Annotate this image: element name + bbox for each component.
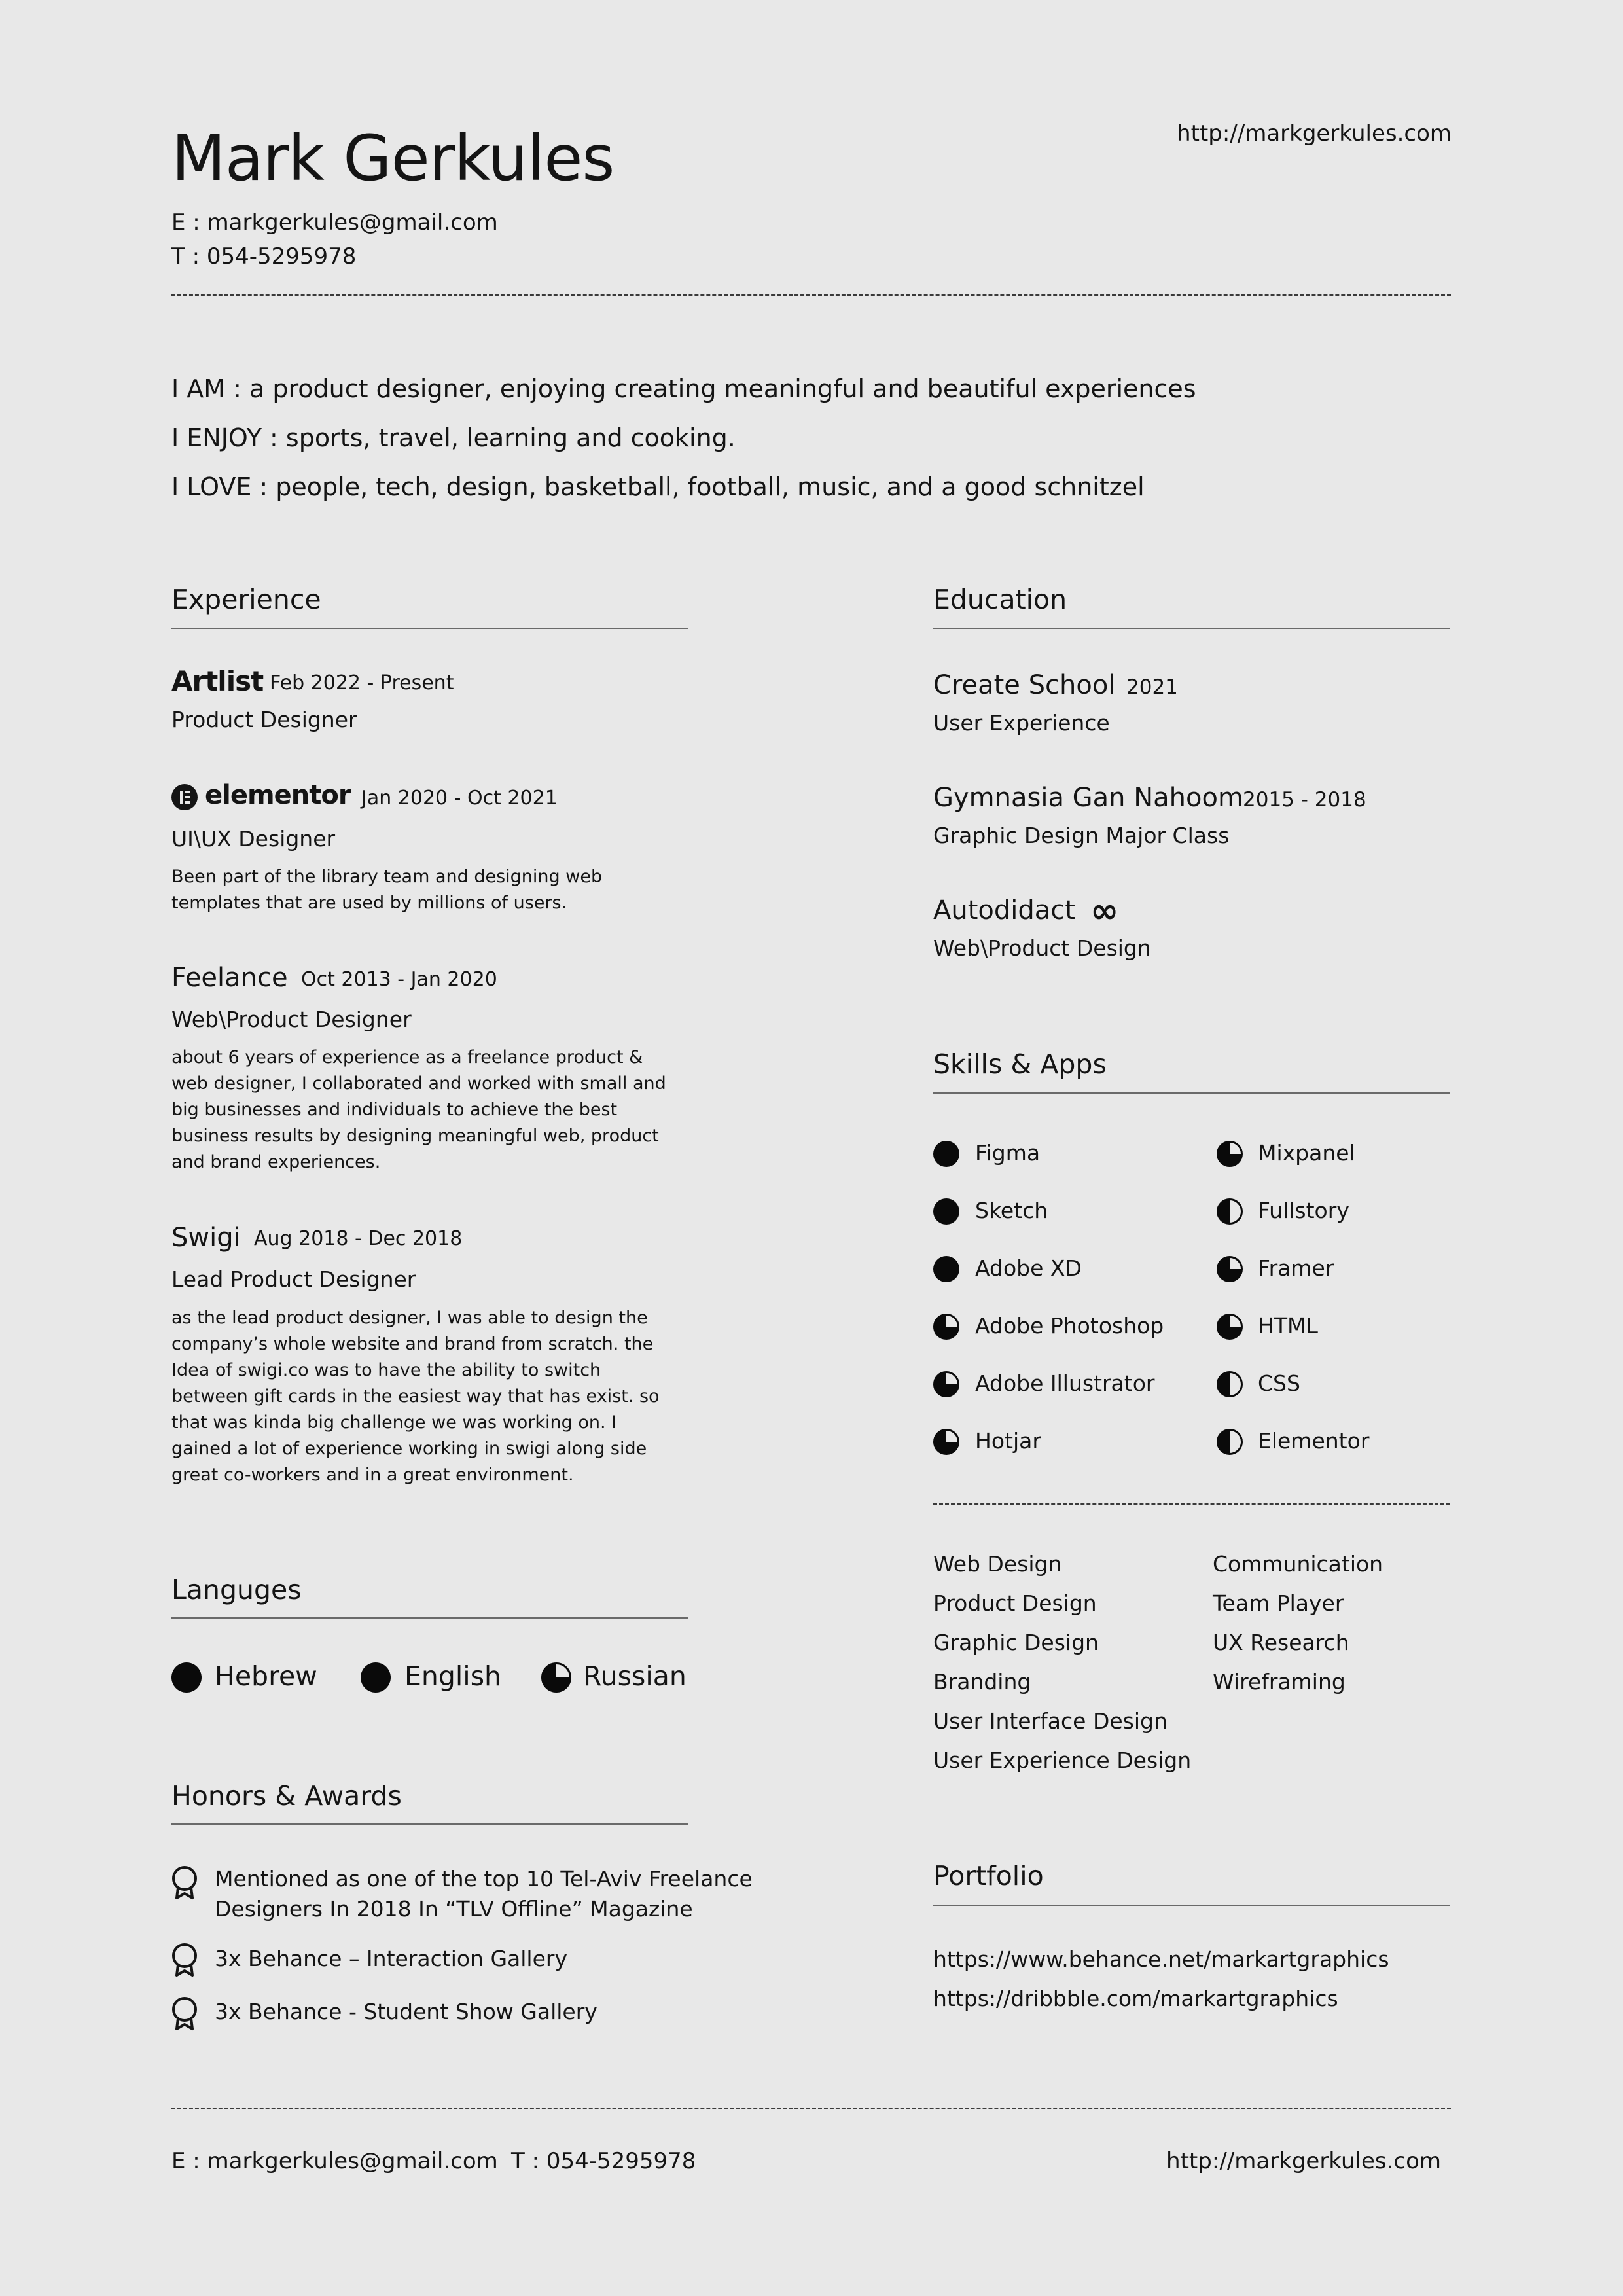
job-company: Swigi [171,1223,241,1253]
job-company: Feelance [171,963,288,993]
languages-title: Languges [171,1574,302,1605]
job-dates: Oct 2013 - Jan 2020 [301,968,497,991]
job-description: Been part of the library team and designing web templates that are used by millions of users. [171,867,603,913]
skill-level-partial-icon [1217,1256,1243,1282]
skill-level-full-icon [933,1141,959,1167]
skill-name: Adobe XD [975,1255,1082,1281]
skill-level-half-icon [1217,1198,1243,1225]
language-level-full-icon [171,1662,202,1693]
edu-school: Autodidact [933,895,1075,925]
language-level-partial-icon [541,1662,571,1693]
resume-name: Mark Gerkules [171,122,615,195]
job-role: Product Designer [171,707,357,732]
elementor-logo: elementor [205,780,351,810]
skill-name: Figma [975,1140,1041,1166]
awards-title: Honors & Awards [171,1780,402,1812]
edu-detail: Graphic Design Major Class [933,823,1230,848]
education-rule [933,628,1450,629]
skill-name: Sketch [975,1198,1048,1223]
intro-i-am: I AM : a product designer, enjoying creating meaningful and beautiful experiences [171,374,1196,403]
skill-tag: Communication [1213,1551,1383,1577]
job-dates: Feb 2022 - Present [270,672,454,694]
skill-name: CSS [1258,1371,1300,1396]
award-text: 3x Behance – Interaction Gallery [215,1946,567,1971]
skill-level-half-icon [1217,1371,1243,1397]
skill-name: Fullstory [1258,1198,1349,1223]
portfolio-rule [933,1905,1450,1906]
skill-level-partial-icon [933,1314,959,1340]
portfolio-link-dribbble[interactable]: https://dribbble.com/markartgraphics [933,1986,1338,2011]
job-dates: Aug 2018 - Dec 2018 [254,1227,463,1250]
language-level-full-icon [361,1662,391,1693]
skill-tag: Graphic Design [933,1630,1099,1655]
medal-icon [170,1943,199,1978]
skill-tag: User Experience Design [933,1748,1192,1773]
skill-tag: User Interface Design [933,1708,1168,1734]
footer-email[interactable]: E : markgerkules@gmail.com [171,2148,498,2174]
medal-icon [170,1865,199,1901]
portfolio-link-behance[interactable]: https://www.behance.net/markartgraphics [933,1946,1389,1972]
skill-tag: Team Player [1213,1590,1344,1616]
header-email[interactable]: E : markgerkules@gmail.com [171,209,498,236]
skill-name: Hotjar [975,1428,1041,1454]
skill-tag: UX Research [1213,1630,1349,1655]
skill-tag: Wireframing [1213,1669,1346,1695]
skill-name: HTML [1258,1313,1318,1338]
experience-rule [171,628,688,629]
skill-tag: Branding [933,1669,1031,1695]
portfolio-title: Portfolio [933,1860,1044,1892]
skill-tag: Web Design [933,1551,1062,1577]
edu-year: 2015 - 2018 [1243,788,1366,812]
skill-level-full-icon [933,1256,959,1282]
intro-i-enjoy: I ENJOY : sports, travel, learning and cooking. [171,423,736,452]
skill-name: Adobe Photoshop [975,1313,1164,1338]
language-name: Russian [583,1660,687,1692]
skill-name: Mixpanel [1258,1140,1355,1166]
job-description: about 6 years of experience as a freelance product & web designer, I collaborated and worked with small and big businesses and individuals to achieve the best business results by designing meaningful web, product and brand experiences. [171,1047,666,1172]
job-description: as the lead product designer, I was able to design the company’s whole website and brand from scratch. the Idea of swigi.co was to have the ability to switch between gift cards in the easiest way that has exist. so that was kinda big challenge we was working on. I gained a lot of experience working in swigi along side great co-workers and in a great environment. [171,1308,660,1485]
skills-rule [933,1092,1450,1094]
intro-i-love: I LOVE : people, tech, design, basketball, football, music, and a good schnitzel [171,473,1145,501]
languages-rule [171,1617,688,1619]
education-title: Education [933,584,1067,615]
edu-school: Gymnasia Gan Nahoom [933,783,1243,813]
edu-school: Create School [933,670,1116,700]
award-text: Designers In 2018 In “TLV Offline” Magazine [215,1896,693,1922]
experience-title: Experience [171,584,321,615]
skills-title: Skills & Apps [933,1049,1107,1080]
job-role: UI\UX Designer [171,826,336,852]
footer-website[interactable]: http://markgerkules.com [1166,2148,1441,2174]
edu-year: 2021 [1126,675,1178,699]
skill-level-partial-icon [933,1429,959,1455]
skill-level-partial-icon [1217,1141,1243,1167]
infinity-icon: ∞ [1090,891,1119,931]
skill-name: Framer [1258,1255,1334,1281]
skill-level-half-icon [1217,1429,1243,1455]
job-role: Lead Product Designer [171,1266,416,1292]
job-dates: Jan 2020 - Oct 2021 [361,787,558,810]
skill-level-full-icon [933,1198,959,1225]
skill-name: Elementor [1258,1428,1370,1454]
elementor-icon [171,784,198,810]
language-name: Hebrew [215,1660,317,1692]
awards-rule [171,1823,688,1825]
skill-level-partial-icon [933,1371,959,1397]
header-website[interactable]: http://markgerkules.com [1177,120,1452,147]
footer-divider [171,2108,1451,2109]
award-text: 3x Behance - Student Show Gallery [215,1999,597,2024]
job-role: Web\Product Designer [171,1007,412,1032]
skills-divider [933,1503,1450,1505]
footer-phone[interactable]: T : 054-5295978 [511,2148,696,2174]
edu-detail: Web\Product Design [933,935,1151,961]
header-phone[interactable]: T : 054-5295978 [171,243,357,270]
skill-tag: Product Design [933,1590,1097,1616]
medal-icon [170,1996,199,2032]
edu-detail: User Experience [933,710,1110,736]
artlist-logo: Artlist [171,665,264,697]
header-divider [171,294,1451,296]
skill-level-partial-icon [1217,1314,1243,1340]
language-name: English [404,1660,502,1692]
award-text: Mentioned as one of the top 10 Tel-Aviv Freelance [215,1866,753,1892]
skill-name: Adobe Illustrator [975,1371,1155,1396]
